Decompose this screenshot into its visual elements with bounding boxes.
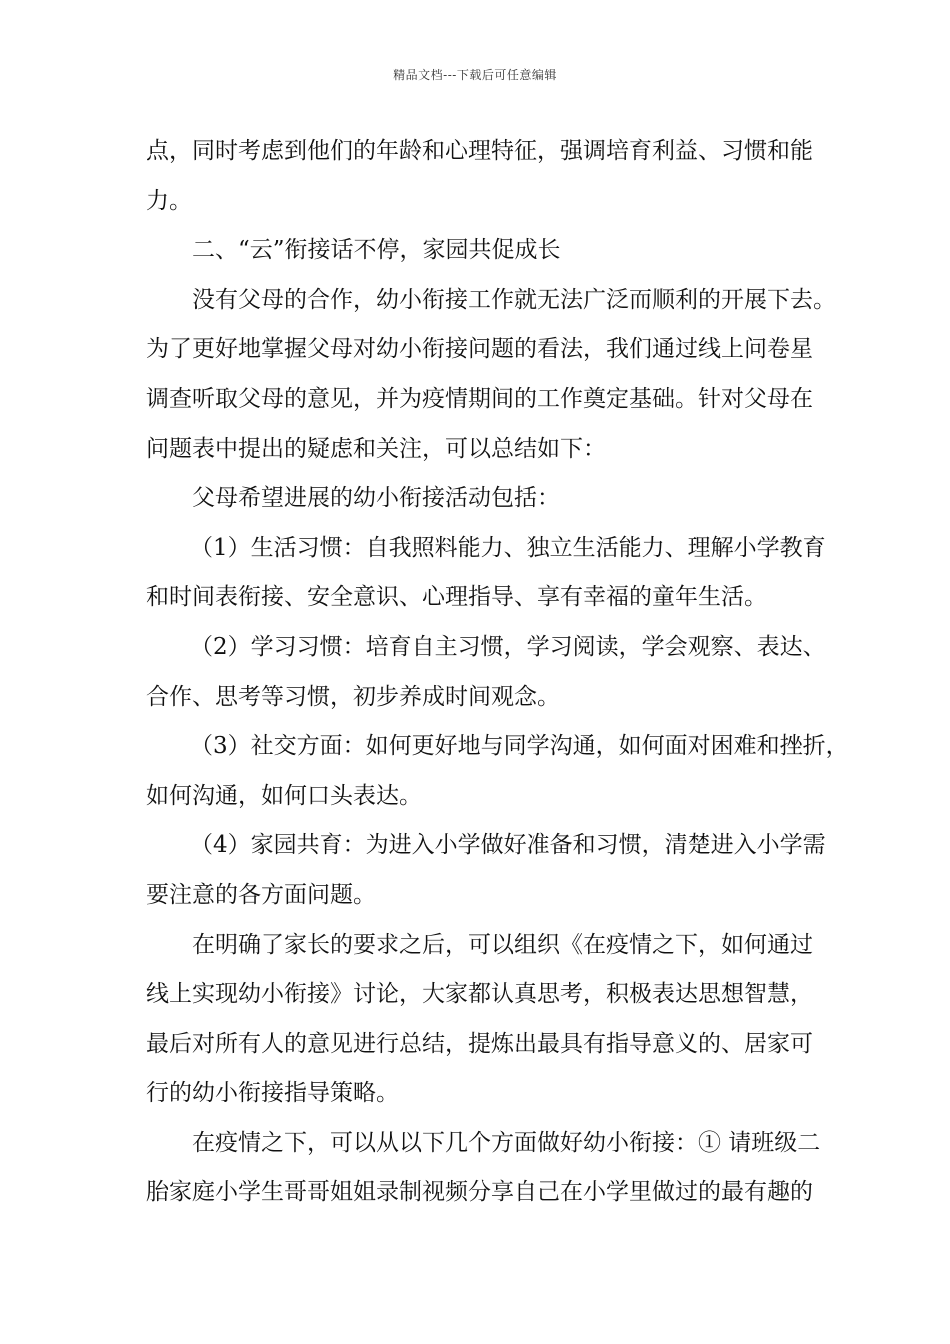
page-header: 精品文档---下载后可任意编辑 [393,68,557,82]
document-body [146,127,849,1218]
list-item: （2）学习习惯：培育自主习惯，学习阅读，学会观察、表达、 [190,633,826,660]
text-line: 线上实现幼小衔接》讨论，大家都认真思考，积极表达思想智慧， [146,981,813,1008]
text-line: 在疫情之下，可以从以下几个方面做好幼小衔接：① 请班级二 [192,1129,821,1156]
text-line: 行的幼小衔接指导策略。 [146,1080,399,1107]
text-line: 如何沟通，如何口头表达。 [146,782,422,809]
text-line: 问题表中提出的疑虑和关注，可以总结如下： [146,435,606,462]
text-line: 点，同时考虑到他们的年龄和心理特征，强调培育利益、习惯和能 [146,138,813,164]
text-line: 和时间表衔接、安全意识、心理指导、享有幸福的童年生活。 [146,584,767,611]
list-item: （3）社交方面：如何更好地与同学沟通，如何面对困难和挫折， [190,733,849,760]
text-line: 调查听取父母的意见，并为疫情期间的工作奠定基础。针对父母在 [146,385,813,412]
text-line: 在明确了家长的要求之后，可以组织《在疫情之下，如何通过 [192,931,813,958]
text-line: 胎家庭小学生哥哥姐姐录制视频分享自己在小学里做过的最有趣的 [146,1179,813,1206]
list-item: （1）生活习惯：自我照料能力、独立生活能力、理解小学教育 [190,534,826,561]
text-line: 要注意的各方面问题。 [146,881,376,908]
text-line: 力。 [146,187,192,214]
text-line: 没有父母的合作，幼小衔接工作就无法广泛而顺利的开展下去。 [192,286,836,313]
text-line: 合作、思考等习惯，初步养成时间观念。 [146,683,560,710]
list-item: （4）家园共育：为进入小学做好准备和习惯，清楚进入小学需 [190,832,826,859]
text-line: 为了更好地掌握父母对幼小衔接问题的看法，我们通过线上问卷星 [146,336,813,363]
text-line: 最后对所有人的意见进行总结，提炼出最具有指导意义的、居家可 [146,1030,813,1057]
section-heading: 二、“云”衔接话不停，家园共促成长 [192,237,561,264]
text-line: 父母希望进展的幼小衔接活动包括： [192,485,560,512]
